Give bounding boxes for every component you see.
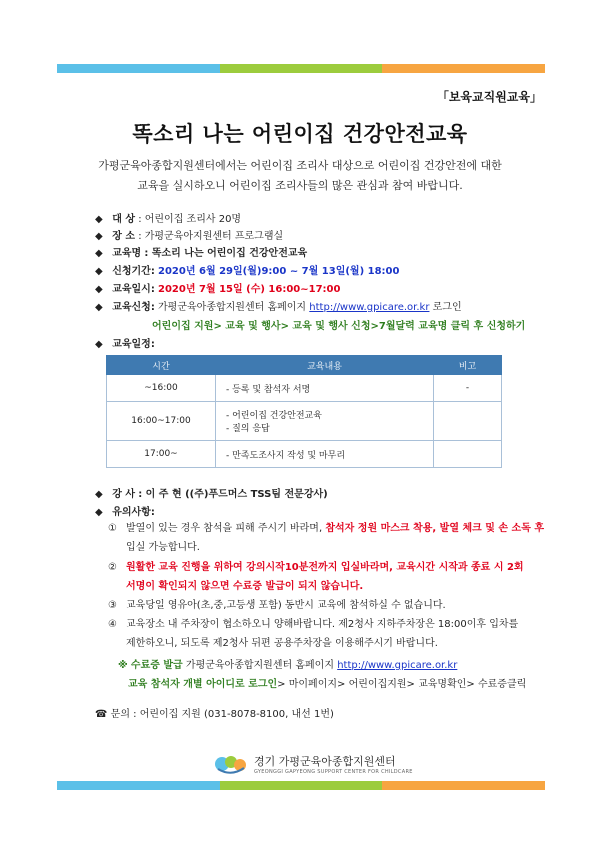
header-time: 시간 xyxy=(107,356,216,375)
phone-icon: ☎ xyxy=(95,709,108,720)
logo-name: 경기 가평군육아종합지원센터 xyxy=(254,755,396,768)
logo-subtitle: GYEONGGI GAPYEONG SUPPORT CENTER FOR CHILDCARE xyxy=(254,769,413,775)
info-lecturer: ◆ 강 사 : 이 주 현 ((주)푸드머스 TSS팀 전문강사) xyxy=(95,489,328,500)
diamond-bullet-icon: ◆ xyxy=(95,339,103,350)
schedule-table xyxy=(106,355,502,468)
bottom-color-bar xyxy=(57,781,545,790)
top-color-bar xyxy=(57,64,545,73)
center-logo xyxy=(214,753,413,775)
info-place: ◆ 장 소 : 가평군육아지원센터 프로그램실 xyxy=(95,231,284,242)
info-target: ◆ 대 상 : 어린이집 조리사 20명 xyxy=(95,214,242,225)
category-tag: 「보육교직원교육」 xyxy=(436,90,542,104)
certificate-info: ※ 수료증 발급 가평군육아종합지원센터 홈페이지 http://www.gpicare.or.kr 교육 참석자 개별 아이디로 로그인> 마이페이지> 어린이집지원> 교육명확인> 수료증클릭 xyxy=(118,660,527,690)
table-row: 17:00~ - 만족도조사지 작성 및 마무리 xyxy=(107,441,502,468)
certificate-homepage-link[interactable]: http://www.gpicare.or.kr xyxy=(337,660,458,671)
logo-mark-icon xyxy=(214,753,248,775)
diamond-bullet-icon: ◆ xyxy=(95,266,103,277)
apply-path: 어린이집 지원> 교육 및 행사> 교육 및 행사 신청>7월달력 교육명 클릭 후 신청하기 xyxy=(152,321,526,332)
notes-label-row: ◆ 유의사항: xyxy=(95,507,155,518)
diamond-bullet-icon: ◆ xyxy=(95,489,103,500)
note-3: ③ 교육당일 영유아(초,중,고등생 포함) 동반시 교육에 참석하실 수 없습니다. xyxy=(108,600,446,611)
table-row: 16:00~17:00 - 어린이집 건강안전교육 - 질의 응답 xyxy=(107,402,502,441)
diamond-bullet-icon: ◆ xyxy=(95,248,103,259)
intro-paragraph xyxy=(60,156,540,196)
contact-info: ☎ 문의 : 어린이집 지원 (031-8078-8100, 내선 1번) xyxy=(95,709,334,720)
diamond-bullet-icon: ◆ xyxy=(95,302,103,313)
diamond-bullet-icon: ◆ xyxy=(95,214,103,225)
table-header-row xyxy=(107,356,502,375)
diamond-bullet-icon: ◆ xyxy=(95,231,103,242)
info-apply-period: ◆ 신청기간: 2020년 6월 29일(월)9:00 ~ 7월 13일(월) 18:00 xyxy=(95,266,400,277)
info-schedule-label: ◆ 교육일정: xyxy=(95,339,155,350)
note-1: ① 발열이 있는 경우 참석을 피해 주시기 바라며, 참석자 정원 마스크 착용, 발열 체크 및 손 소독 후 입실 가능합니다. xyxy=(108,523,544,553)
info-course-date: ◆ 교육일시: 2020년 7월 15일 (수) 16:00~17:00 xyxy=(95,284,341,295)
diamond-bullet-icon: ◆ xyxy=(95,284,103,295)
note-4: ④ 교육장소 내 주차장이 협소하오니 양해바랍니다. 제2청사 지하주차장은 18:00이후 입차를 제한하오니, 되도록 제2청사 뒤편 공용주차장을 이용해주시기 바랍니다. xyxy=(108,619,519,649)
note-2: ② 원활한 교육 진행을 위하여 강의시작10분전까지 입실바라며, 교육시간 시작과 종료 시 2회 서명이 확인되지 않으면 수료증 발급이 되지 않습니다. xyxy=(108,562,524,592)
header-note: 비고 xyxy=(434,356,502,375)
page-title: 똑소리 나는 어린이집 건강안전교육 xyxy=(132,122,468,146)
intro-line-2: 교육을 실시하오니 어린이집 조리사들의 많은 관심과 참여 바랍니다. xyxy=(137,179,463,192)
homepage-link[interactable]: http://www.gpicare.or.kr xyxy=(309,302,430,313)
intro-line-1: 가평군육아종합지원센터에서는 어린이집 조리사 대상으로 어린이집 건강안전에 대한 xyxy=(98,159,502,172)
diamond-bullet-icon: ◆ xyxy=(95,507,103,518)
header-content: 교육내용 xyxy=(216,356,434,375)
info-course-name: ◆ 교육명 : 똑소리 나는 어린이집 건강안전교육 xyxy=(95,248,308,259)
table-row: ~16:00 - 등록 및 참석자 서명 - xyxy=(107,375,502,402)
info-how-to-apply: ◆ 교육신청: 가평군육아종합지원센터 홈페이지 http://www.gpicare.or.kr 로그인 xyxy=(95,302,462,313)
